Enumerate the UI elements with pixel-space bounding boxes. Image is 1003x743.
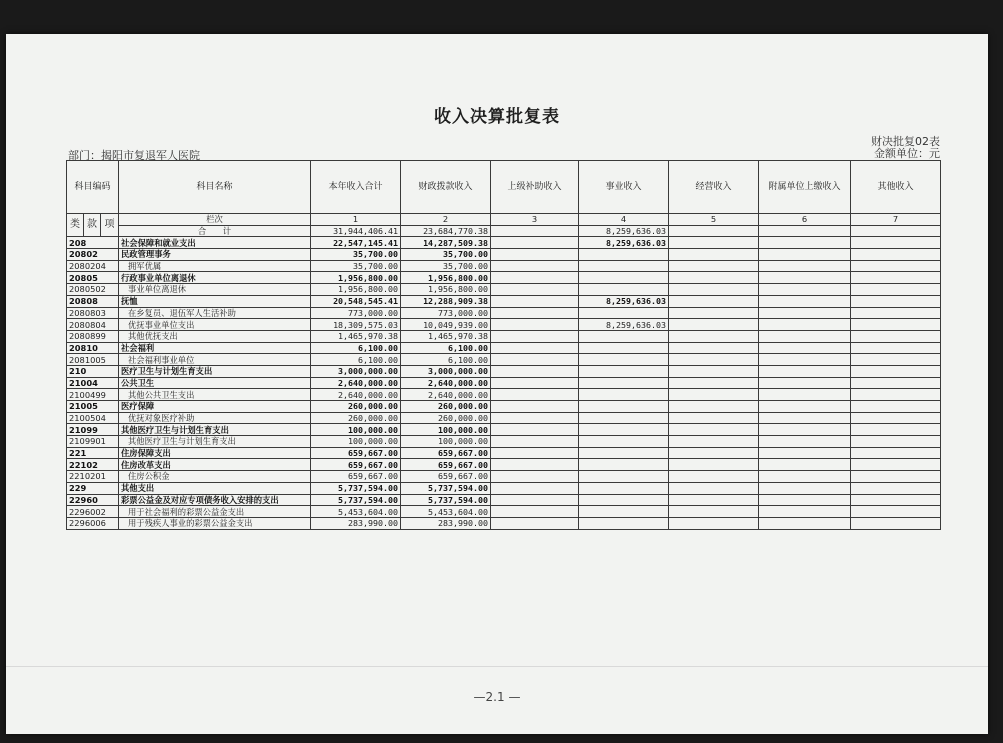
- table-row: [67, 424, 941, 436]
- row-c1: 283,990.00: [311, 517, 401, 529]
- row-c1: 5,737,594.00: [311, 494, 401, 506]
- row-c5: [669, 447, 759, 459]
- row-name: 其他优抚支出: [119, 330, 311, 342]
- form-code: 财决批复02表: [871, 135, 940, 148]
- row-c7: [851, 365, 941, 377]
- row-c3: [491, 506, 579, 518]
- row-code: 22102: [67, 459, 119, 471]
- row-code: 2080803: [67, 307, 119, 319]
- row-c3: [491, 494, 579, 506]
- row-c6: [759, 459, 851, 471]
- row-c2: 659,667.00: [401, 471, 491, 483]
- row-c5: [669, 342, 759, 354]
- row-c5: [669, 260, 759, 272]
- row-c7: [851, 295, 941, 307]
- row-c7: [851, 471, 941, 483]
- row-c4: 8,259,636.03: [579, 295, 669, 307]
- row-c4: [579, 436, 669, 448]
- page-title: 收入决算批复表: [434, 107, 560, 127]
- col-number-6: 6: [759, 214, 851, 226]
- row-c4: [579, 412, 669, 424]
- row-c3: [491, 424, 579, 436]
- row-c1: 18,309,575.03: [311, 319, 401, 331]
- document-page: [6, 34, 988, 734]
- total-c4: 8,259,636.03: [579, 225, 669, 237]
- row-c2: 2,640,000.00: [401, 389, 491, 401]
- table-row: [67, 272, 941, 284]
- row-c3: [491, 354, 579, 366]
- table-row: [67, 482, 941, 494]
- row-c3: [491, 482, 579, 494]
- row-c7: [851, 494, 941, 506]
- row-c2: 260,000.00: [401, 401, 491, 413]
- row-c4: [579, 307, 669, 319]
- row-c6: [759, 482, 851, 494]
- total-c2: 23,684,770.38: [401, 225, 491, 237]
- row-code: 2080502: [67, 284, 119, 296]
- row-code: 2081005: [67, 354, 119, 366]
- row-c5: [669, 459, 759, 471]
- row-name: 住房公积金: [119, 471, 311, 483]
- row-c2: 35,700.00: [401, 249, 491, 261]
- row-c7: [851, 249, 941, 261]
- total-c1: 31,944,406.41: [311, 225, 401, 237]
- row-name: 抚恤: [119, 295, 311, 307]
- table-row: [67, 401, 941, 413]
- row-c4: [579, 377, 669, 389]
- col-header-superior: 上级补助收入: [491, 161, 579, 214]
- row-name: 民政管理事务: [119, 249, 311, 261]
- row-c6: [759, 249, 851, 261]
- row-code: 2210201: [67, 471, 119, 483]
- row-name: 其他公共卫生支出: [119, 389, 311, 401]
- total-label: 合 计: [119, 225, 311, 237]
- row-c3: [491, 237, 579, 249]
- row-c2: 6,100.00: [401, 342, 491, 354]
- row-c5: [669, 436, 759, 448]
- col-header-affiliated: 附属单位上缴收入: [759, 161, 851, 214]
- table-row: [67, 330, 941, 342]
- row-c7: [851, 389, 941, 401]
- row-c6: [759, 424, 851, 436]
- department-label: 部门：揭阳市复退军人医院: [68, 149, 200, 162]
- row-c2: 2,640,000.00: [401, 377, 491, 389]
- row-c3: [491, 401, 579, 413]
- header-row: [67, 161, 941, 214]
- row-c5: [669, 354, 759, 366]
- table-row: [67, 307, 941, 319]
- row-name: 其他医疗卫生与计划生育支出: [119, 424, 311, 436]
- row-c5: [669, 401, 759, 413]
- row-c1: 659,667.00: [311, 471, 401, 483]
- row-code: 221: [67, 447, 119, 459]
- row-c4: [579, 365, 669, 377]
- row-c1: 260,000.00: [311, 412, 401, 424]
- table-row: [67, 389, 941, 401]
- row-c4: [579, 342, 669, 354]
- row-c1: 1,956,800.00: [311, 272, 401, 284]
- row-c4: [579, 482, 669, 494]
- row-c7: [851, 284, 941, 296]
- row-c4: [579, 260, 669, 272]
- table-row: [67, 517, 941, 529]
- row-c1: 2,640,000.00: [311, 389, 401, 401]
- table-row: [67, 295, 941, 307]
- row-c7: [851, 412, 941, 424]
- table-row: [67, 354, 941, 366]
- row-code: 2080204: [67, 260, 119, 272]
- row-code: 20802: [67, 249, 119, 261]
- row-c1: 773,000.00: [311, 307, 401, 319]
- row-c5: [669, 284, 759, 296]
- row-code: 2100499: [67, 389, 119, 401]
- row-c2: 100,000.00: [401, 436, 491, 448]
- page-number: —2.1 —: [473, 690, 521, 704]
- row-name: 在乡复员、退伍军人生活补助: [119, 307, 311, 319]
- row-c6: [759, 389, 851, 401]
- table-row: [67, 412, 941, 424]
- row-c2: 659,667.00: [401, 459, 491, 471]
- row-code: 229: [67, 482, 119, 494]
- row-c1: 20,548,545.41: [311, 295, 401, 307]
- row-c3: [491, 436, 579, 448]
- col-number-5: 5: [669, 214, 759, 226]
- row-code: 20808: [67, 295, 119, 307]
- row-code: 210: [67, 365, 119, 377]
- row-c4: [579, 471, 669, 483]
- row-c7: [851, 307, 941, 319]
- row-c1: 6,100.00: [311, 354, 401, 366]
- row-code: 2296002: [67, 506, 119, 518]
- row-c2: 12,288,909.38: [401, 295, 491, 307]
- row-c4: [579, 506, 669, 518]
- row-c1: 5,737,594.00: [311, 482, 401, 494]
- row-c1: 1,465,970.38: [311, 330, 401, 342]
- table-row: [67, 249, 941, 261]
- row-c3: [491, 307, 579, 319]
- row-c2: 5,453,604.00: [401, 506, 491, 518]
- row-c7: [851, 447, 941, 459]
- row-c3: [491, 342, 579, 354]
- row-c1: 659,667.00: [311, 447, 401, 459]
- row-c2: 1,465,970.38: [401, 330, 491, 342]
- table-row: [67, 342, 941, 354]
- row-c7: [851, 260, 941, 272]
- row-c5: [669, 517, 759, 529]
- row-c7: [851, 330, 941, 342]
- total-row: [67, 225, 941, 237]
- row-c7: [851, 436, 941, 448]
- row-c6: [759, 447, 851, 459]
- table-row: [67, 319, 941, 331]
- row-c4: [579, 459, 669, 471]
- row-c6: [759, 354, 851, 366]
- row-c1: 2,640,000.00: [311, 377, 401, 389]
- row-c5: [669, 506, 759, 518]
- col-header-business: 事业收入: [579, 161, 669, 214]
- row-name: 优抚事业单位支出: [119, 319, 311, 331]
- row-c3: [491, 389, 579, 401]
- row-c2: 10,049,939.00: [401, 319, 491, 331]
- row-name: 社会保障和就业支出: [119, 237, 311, 249]
- row-code: 208: [67, 237, 119, 249]
- row-c5: [669, 319, 759, 331]
- amount-unit: 金额单位：元: [874, 147, 940, 160]
- row-c6: [759, 272, 851, 284]
- row-c7: [851, 517, 941, 529]
- row-c6: [759, 412, 851, 424]
- row-c5: [669, 249, 759, 261]
- row-c4: [579, 517, 669, 529]
- row-c2: 5,737,594.00: [401, 482, 491, 494]
- row-code: 21004: [67, 377, 119, 389]
- row-c1: 100,000.00: [311, 436, 401, 448]
- row-code: 2080804: [67, 319, 119, 331]
- row-c1: 22,547,145.41: [311, 237, 401, 249]
- row-c1: 100,000.00: [311, 424, 401, 436]
- row-c6: [759, 436, 851, 448]
- row-c3: [491, 471, 579, 483]
- row-c6: [759, 365, 851, 377]
- row-c3: [491, 377, 579, 389]
- row-name: 医疗卫生与计划生育支出: [119, 365, 311, 377]
- row-c3: [491, 272, 579, 284]
- row-c4: [579, 401, 669, 413]
- income-table: [66, 160, 941, 530]
- row-code: 22960: [67, 494, 119, 506]
- col-header-other: 其他收入: [851, 161, 941, 214]
- row-c3: [491, 412, 579, 424]
- row-c7: [851, 377, 941, 389]
- row-name: 公共卫生: [119, 377, 311, 389]
- total-c5: [669, 225, 759, 237]
- row-c3: [491, 447, 579, 459]
- row-c4: [579, 494, 669, 506]
- col-header-operating: 经营收入: [669, 161, 759, 214]
- row-c5: [669, 365, 759, 377]
- row-c3: [491, 284, 579, 296]
- total-c7: [851, 225, 941, 237]
- header-lanci: 栏次: [119, 214, 311, 226]
- row-c7: [851, 506, 941, 518]
- row-c2: 6,100.00: [401, 354, 491, 366]
- total-c3: [491, 225, 579, 237]
- row-c4: [579, 354, 669, 366]
- row-name: 彩票公益金及对应专项债务收入安排的支出: [119, 494, 311, 506]
- row-name: 用于社会福利的彩票公益金支出: [119, 506, 311, 518]
- row-c4: 8,259,636.03: [579, 237, 669, 249]
- row-c3: [491, 249, 579, 261]
- table-row: [67, 447, 941, 459]
- row-c1: 5,453,604.00: [311, 506, 401, 518]
- col-number-4: 4: [579, 214, 669, 226]
- row-c7: [851, 272, 941, 284]
- row-name: 其他医疗卫生与计划生育支出: [119, 436, 311, 448]
- row-name: 用于残疾人事业的彩票公益金支出: [119, 517, 311, 529]
- row-c5: [669, 482, 759, 494]
- table-row: [67, 237, 941, 249]
- row-c2: 3,000,000.00: [401, 365, 491, 377]
- row-code: 2109901: [67, 436, 119, 448]
- row-c6: [759, 284, 851, 296]
- row-c6: [759, 517, 851, 529]
- row-c3: [491, 517, 579, 529]
- row-code: 2100504: [67, 412, 119, 424]
- table-row: [67, 377, 941, 389]
- row-code: 20805: [67, 272, 119, 284]
- row-c4: [579, 249, 669, 261]
- row-c6: [759, 506, 851, 518]
- row-name: 拥军优属: [119, 260, 311, 272]
- row-c2: 14,287,509.38: [401, 237, 491, 249]
- row-code: 21099: [67, 424, 119, 436]
- row-c2: 5,737,594.00: [401, 494, 491, 506]
- row-c6: [759, 319, 851, 331]
- row-c4: [579, 447, 669, 459]
- row-c6: [759, 494, 851, 506]
- row-c5: [669, 424, 759, 436]
- row-c2: 1,956,800.00: [401, 284, 491, 296]
- col-number-3: 3: [491, 214, 579, 226]
- row-c1: 6,100.00: [311, 342, 401, 354]
- row-c7: [851, 319, 941, 331]
- row-c7: [851, 237, 941, 249]
- row-c1: 260,000.00: [311, 401, 401, 413]
- row-c6: [759, 471, 851, 483]
- row-c1: 35,700.00: [311, 249, 401, 261]
- row-c7: [851, 459, 941, 471]
- row-c5: [669, 471, 759, 483]
- row-name: 医疗保障: [119, 401, 311, 413]
- col-header-total: 本年收入合计: [311, 161, 401, 214]
- table-row: [67, 436, 941, 448]
- table-row: [67, 459, 941, 471]
- row-name: 行政事业单位离退休: [119, 272, 311, 284]
- table-row: [67, 365, 941, 377]
- row-c4: 8,259,636.03: [579, 319, 669, 331]
- row-name: 社会福利: [119, 342, 311, 354]
- column-number-row: [67, 214, 941, 226]
- row-name: 住房保障支出: [119, 447, 311, 459]
- col-number-2: 2: [401, 214, 491, 226]
- row-name: 住房改革支出: [119, 459, 311, 471]
- header-lei: 类: [67, 214, 84, 237]
- table-row: [67, 260, 941, 272]
- row-c6: [759, 237, 851, 249]
- row-c1: 35,700.00: [311, 260, 401, 272]
- row-c7: [851, 424, 941, 436]
- row-c2: 35,700.00: [401, 260, 491, 272]
- table-row: [67, 284, 941, 296]
- col-header-code: 科目编码: [67, 161, 119, 214]
- row-c5: [669, 307, 759, 319]
- row-code: 2080899: [67, 330, 119, 342]
- row-name: 社会福利事业单位: [119, 354, 311, 366]
- row-c2: 773,000.00: [401, 307, 491, 319]
- row-c2: 659,667.00: [401, 447, 491, 459]
- row-c6: [759, 295, 851, 307]
- row-c2: 260,000.00: [401, 412, 491, 424]
- col-header-fiscal: 财政拨款收入: [401, 161, 491, 214]
- row-c5: [669, 412, 759, 424]
- row-c6: [759, 342, 851, 354]
- row-c7: [851, 342, 941, 354]
- col-number-7: 7: [851, 214, 941, 226]
- row-c6: [759, 260, 851, 272]
- row-name: 事业单位离退休: [119, 284, 311, 296]
- row-c7: [851, 354, 941, 366]
- row-c5: [669, 295, 759, 307]
- row-c1: 659,667.00: [311, 459, 401, 471]
- row-c2: 283,990.00: [401, 517, 491, 529]
- row-c5: [669, 377, 759, 389]
- col-number-1: 1: [311, 214, 401, 226]
- row-name: 优抚对象医疗补助: [119, 412, 311, 424]
- row-c4: [579, 330, 669, 342]
- row-c4: [579, 389, 669, 401]
- header-kuan: 款: [84, 214, 101, 237]
- row-c3: [491, 319, 579, 331]
- row-code: 2296006: [67, 517, 119, 529]
- row-c5: [669, 389, 759, 401]
- row-c4: [579, 272, 669, 284]
- row-c5: [669, 237, 759, 249]
- scan-shadow-line: [6, 666, 988, 667]
- row-c2: 1,956,800.00: [401, 272, 491, 284]
- row-c3: [491, 295, 579, 307]
- row-name: 其他支出: [119, 482, 311, 494]
- row-c3: [491, 330, 579, 342]
- row-c6: [759, 307, 851, 319]
- form-meta: [871, 136, 940, 160]
- row-c1: 1,956,800.00: [311, 284, 401, 296]
- row-c4: [579, 424, 669, 436]
- row-code: 21005: [67, 401, 119, 413]
- table-row: [67, 471, 941, 483]
- row-c6: [759, 377, 851, 389]
- row-c6: [759, 401, 851, 413]
- total-c6: [759, 225, 851, 237]
- row-c3: [491, 459, 579, 471]
- row-c1: 3,000,000.00: [311, 365, 401, 377]
- row-c6: [759, 330, 851, 342]
- col-header-name: 科目名称: [119, 161, 311, 214]
- row-c5: [669, 494, 759, 506]
- row-c7: [851, 401, 941, 413]
- row-c2: 100,000.00: [401, 424, 491, 436]
- table-row: [67, 506, 941, 518]
- row-code: 20810: [67, 342, 119, 354]
- row-c5: [669, 330, 759, 342]
- row-c4: [579, 284, 669, 296]
- row-c5: [669, 272, 759, 284]
- row-c3: [491, 365, 579, 377]
- row-c3: [491, 260, 579, 272]
- row-c7: [851, 482, 941, 494]
- header-xiang: 项: [101, 214, 119, 237]
- table-row: [67, 494, 941, 506]
